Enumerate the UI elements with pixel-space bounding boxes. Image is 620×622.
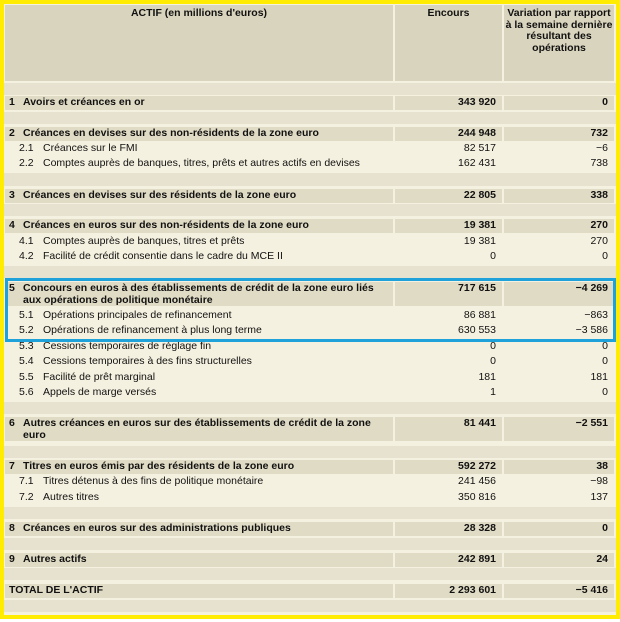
row-encours: 22 805	[395, 189, 502, 203]
row-number: 5.2	[19, 324, 34, 336]
header-actif: ACTIF (en millions d'euros)	[5, 5, 393, 81]
row-variation: 270	[504, 219, 614, 233]
row-number: 2.1	[19, 142, 34, 154]
row-encours: 181	[478, 371, 496, 383]
row-label: Titres détenus à des fins de politique monétaire	[43, 475, 264, 487]
row-label: Facilité de prêt marginal	[43, 371, 156, 383]
row-number: 2.2	[19, 157, 34, 169]
header-variation: Variation par rapport à la semaine dernière résultant des opérations	[504, 5, 614, 81]
row-encours: 28 328	[395, 522, 502, 536]
row-variation: 0	[602, 355, 608, 367]
row-variation: 181	[590, 371, 608, 383]
row-variation: 24	[504, 553, 614, 567]
row-number: 1	[9, 96, 15, 108]
row-number: 5.4	[19, 355, 34, 367]
total-label: TOTAL DE L'ACTIF	[5, 584, 393, 598]
row-encours: 592 272	[395, 460, 502, 474]
row-label: Cessions temporaires de réglage fin	[43, 340, 212, 352]
row-encours: 630 553	[458, 324, 496, 336]
row-separator	[4, 568, 616, 580]
row-label: Comptes auprès de banques, titres et prêts	[43, 235, 245, 247]
row-label: Facilité de crédit consentie dans le cadre du MCE II	[43, 250, 283, 262]
row-separator	[4, 538, 616, 550]
row-variation: 732	[504, 127, 614, 141]
row-variation: −2 551	[504, 417, 614, 441]
row-number: 7.1	[19, 475, 34, 487]
row-encours: 0	[490, 250, 496, 262]
row-number: 5.6	[19, 386, 34, 398]
row-separator	[4, 173, 616, 186]
row-number: 4.1	[19, 235, 34, 247]
total-variation: −5 416	[504, 584, 614, 598]
row-label: Titres en euros émis par des résidents de la zone euro	[5, 460, 393, 474]
row-label: Autres titres	[43, 491, 100, 503]
row-variation: −4 269	[504, 282, 614, 306]
row-encours: 162 431	[458, 157, 496, 169]
row-number: 6	[9, 417, 15, 429]
row-encours: 19 381	[463, 235, 496, 247]
row-encours: 242 891	[395, 553, 502, 567]
row-separator	[4, 83, 616, 95]
row-label: Créances en devises sur des non-résidents de la zone euro	[5, 127, 393, 141]
row-number: 5.1	[19, 309, 34, 321]
row-variation: −863	[584, 309, 608, 321]
row-label: Concours en euros à des établissements de crédit de la zone euro liés aux opérations de politique monétaire	[5, 282, 393, 306]
row-label: Cessions temporaires à des fins structurelles	[43, 355, 252, 367]
row-encours: 19 381	[395, 219, 502, 233]
highlight-box	[5, 278, 616, 342]
header-encours: Encours	[395, 5, 502, 81]
row-label: Autres créances en euros sur des établissements de crédit de la zone euro	[5, 417, 393, 441]
row-variation: −98	[590, 475, 608, 487]
row-separator	[4, 112, 616, 124]
row-label: Autres actifs	[5, 553, 393, 567]
row-encours: 0	[490, 355, 496, 367]
row-variation: 0	[504, 96, 614, 110]
row-number: 5	[9, 282, 15, 294]
row-label: Comptes auprès de banques, titres, prêts et autres actifs en devises	[43, 157, 360, 169]
row-encours: 81 441	[395, 417, 502, 441]
row-variation: −6	[596, 142, 608, 154]
row-number: 5.5	[19, 371, 34, 383]
row-variation: 270	[590, 235, 608, 247]
row-variation: 0	[602, 250, 608, 262]
total-encours: 2 293 601	[395, 584, 502, 598]
row-separator	[4, 446, 616, 458]
row-variation: 338	[504, 189, 614, 203]
row-encours: 350 816	[458, 491, 496, 503]
row-variation: 137	[590, 491, 608, 503]
row-separator	[4, 204, 616, 216]
row-number: 2	[9, 127, 15, 139]
row-separator	[4, 402, 616, 414]
row-number: 4	[9, 219, 15, 231]
row-number: 8	[9, 522, 15, 534]
row-variation: 38	[504, 460, 614, 474]
row-encours: 241 456	[458, 475, 496, 487]
row-label: Opérations principales de refinancement	[43, 309, 232, 321]
row-variation: 0	[504, 522, 614, 536]
row-label: Créances en euros sur des non-résidents de la zone euro	[5, 219, 393, 233]
row-encours: 82 517	[463, 142, 496, 154]
row-encours: 86 881	[463, 309, 496, 321]
row-encours: 343 920	[395, 96, 502, 110]
row-label: Créances en devises sur des résidents de la zone euro	[5, 189, 393, 203]
row-variation: −3 586	[575, 324, 608, 336]
row-number: 4.2	[19, 250, 34, 262]
row-number: 7	[9, 460, 15, 472]
row-number: 5.3	[19, 340, 34, 352]
row-separator	[4, 600, 616, 612]
row-number: 7.2	[19, 491, 34, 503]
row-encours: 1	[490, 386, 496, 398]
row-encours: 717 615	[395, 282, 502, 306]
row-encours: 244 948	[395, 127, 502, 141]
row-label: Appels de marge versés	[43, 386, 157, 398]
row-encours: 0	[490, 340, 496, 352]
row-number: 9	[9, 553, 15, 565]
row-label: Avoirs et créances en or	[5, 96, 393, 110]
row-variation: 738	[590, 157, 608, 169]
row-variation: 0	[602, 340, 608, 352]
row-separator	[4, 507, 616, 519]
row-number: 3	[9, 189, 15, 201]
row-variation: 0	[602, 386, 608, 398]
row-label: Créances sur le FMI	[43, 142, 138, 154]
row-label: Créances en euros sur des administrations publiques	[5, 522, 393, 536]
row-label: Opérations de refinancement à plus long terme	[43, 324, 262, 336]
row-separator	[4, 266, 616, 278]
